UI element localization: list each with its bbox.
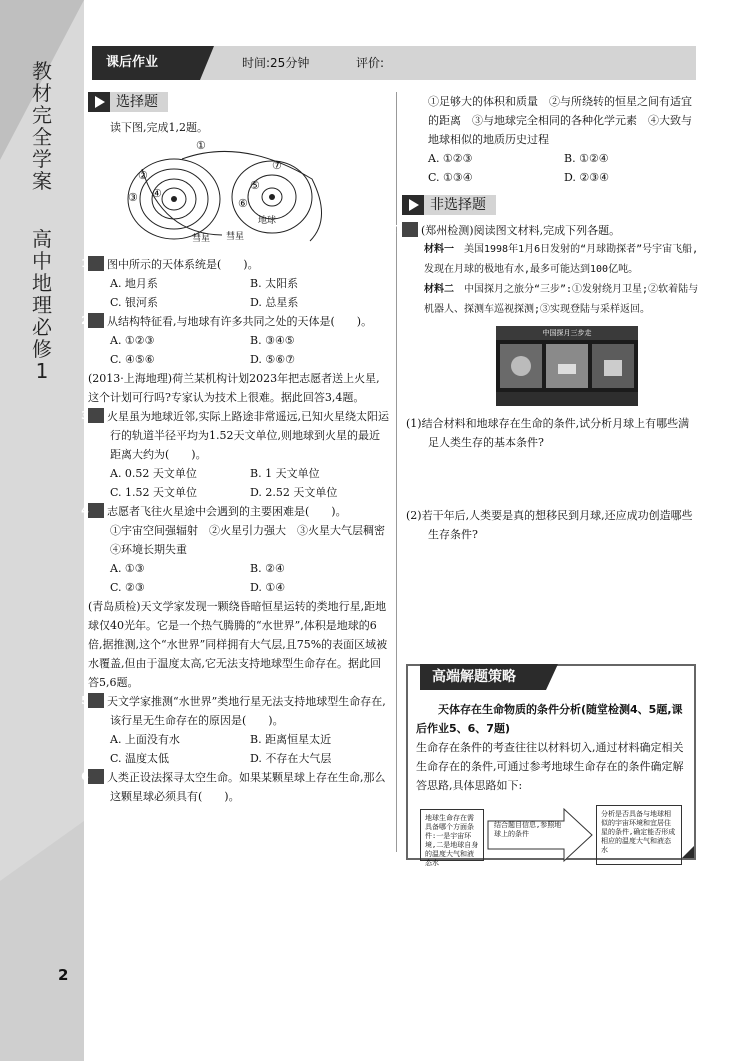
diagram-label: ⑦ — [272, 159, 282, 172]
option: C. ④⑤⑥ — [110, 353, 155, 366]
question-text: 天文学家推测“水世界”类地行星无法支持地球型生命存在,该行星无生命存在的原因是( )。 — [107, 695, 386, 727]
question-number: 2 — [88, 313, 104, 328]
section-heading-choice — [88, 92, 390, 112]
right-column — [395, 92, 700, 544]
question-5 — [81, 692, 390, 730]
option: B. ①②④ — [564, 152, 609, 165]
flow-box-1: 地球生命存在需具备哪个方面条件:一是宇宙环境,二是地球自身的温度大气和液态水 — [420, 809, 484, 861]
photo-caption: 中国探月三步走 — [542, 329, 592, 337]
intro-text: 读下图,完成1,2题。 — [110, 121, 208, 134]
question-number: 7 — [402, 222, 418, 237]
sub-question-2: (2)若干年后,人类要是真的想移民到月球,还应成功创造哪些生存条件? — [406, 509, 693, 541]
option: C. ②③ — [110, 581, 145, 594]
homework-banner — [92, 46, 696, 80]
question-text: 人类正设法探寻太空生命。如果某颗星球上存在生命,那么这颗星球必须具有( )。 — [107, 771, 386, 803]
option: B. ③④⑤ — [250, 334, 295, 347]
option: C. 温度太低 — [110, 752, 170, 765]
question-text: 图中所示的天体系统是( )。 — [107, 258, 259, 271]
option: A. 上面没有水 — [110, 733, 180, 746]
strategy-flowchart — [416, 801, 686, 867]
question-3 — [81, 407, 390, 464]
question-number: 4 — [88, 503, 104, 518]
material-1 — [402, 240, 700, 280]
question-number: 3 — [88, 408, 104, 423]
option: C. 1.52 天文单位 — [110, 486, 198, 499]
material-label: 材料一 — [424, 244, 454, 255]
section-title: 非选择题 — [424, 195, 496, 215]
sidebar — [0, 0, 84, 1061]
passage-2: (青岛质检)天文学家发现一颗绕昏暗恒星运转的类地行星,距地球仅40光年。它是一个热气腾腾的“水世界”,体积是地球的6倍,据推测,这个“水世界”同样拥有大气层,且75%的表面区域被水覆盖,但由于温度太高,它无法支持地球型生命存在。据此回答5,6题。 — [88, 600, 388, 689]
diagram-label: ⑥ — [238, 197, 248, 210]
option: D. ①④ — [250, 581, 286, 594]
option: A. ①②③ — [428, 152, 473, 165]
material-text: 中国探月之旅分“三步”:①发射绕月卫星;②软着陆与机器人、探测车巡视探测;③实现登陆与采样返回。 — [424, 284, 699, 315]
diagram-label-comet: 彗星 — [226, 232, 245, 242]
banner-tab: 课后作业 — [92, 46, 200, 80]
corner-mark — [682, 846, 694, 858]
option: D. 不存在大气层 — [250, 752, 332, 765]
question-4-items: ①宇宙空间强辐射 ②火星引力强大 ③火星大气层稠密 ④环境长期失重 — [110, 524, 396, 556]
section-title: 选择题 — [110, 92, 168, 112]
play-arrow-icon — [88, 92, 110, 112]
question-7 — [395, 221, 700, 240]
page-number: 2 — [58, 966, 69, 984]
diagram-label-earth: 地球 — [258, 216, 277, 226]
question-4 — [81, 502, 390, 521]
options-q2 — [88, 331, 390, 369]
option: D. 总星系 — [250, 296, 299, 309]
diagram-label: ④ — [152, 187, 162, 200]
option: A. ①③ — [110, 562, 145, 575]
evaluation-label: 评价: — [356, 56, 385, 70]
option: A. 0.52 天文单位 — [110, 467, 197, 480]
lunar-exploration-photo — [496, 326, 638, 406]
diagram-label: ③ — [128, 191, 138, 204]
option: D. ⑤⑥⑦ — [250, 353, 296, 366]
option: B. 距离恒星太近 — [250, 733, 332, 746]
option: B. 太阳系 — [250, 277, 299, 290]
subject-title: 高中地理 必修1 — [32, 227, 52, 383]
diagram-label: ① — [196, 139, 206, 152]
material-text: 美国1998年1月6日发射的“月球勘探者”号宇宙飞船,发现在月球的极地有水,最多可能达到100亿吨。 — [424, 244, 699, 275]
option: C. ①③④ — [428, 171, 473, 184]
left-column — [81, 92, 396, 806]
question-text: 火星虽为地球近邻,实际上路途非常遥远,已知火星绕太阳运行的轨道半径平均为1.52天文单位,则地球到火星的最近距离大约为( )。 — [107, 410, 389, 461]
section-heading-nonchoice — [402, 195, 700, 215]
strategy-heading: 天体存在生命物质的条件分析(随堂检测4、5题,课后作业5、6、7题) — [416, 703, 683, 735]
option: D. ②③④ — [564, 171, 610, 184]
passage-1: (2013·上海地理)荷兰某机构计划2023年把志愿者送上火星,这个计划可行吗?专家认为技术上很难。据此回答3,4题。 — [88, 372, 380, 404]
options-q6 — [402, 149, 700, 187]
time-limit: 时间:25分钟 — [242, 56, 310, 70]
solar-system-diagram — [122, 139, 342, 249]
question-text: 志愿者飞往火星途中会遇到的主要困难是( )。 — [107, 505, 347, 518]
question-2 — [81, 312, 390, 331]
book-title: 教材完全学案 — [32, 59, 52, 193]
question-text: 从结构特征看,与地球有许多共同之处的天体是( )。 — [107, 315, 373, 328]
star-icon — [171, 196, 177, 202]
strategy-body — [416, 700, 688, 867]
options-q3 — [88, 464, 390, 502]
material-2 — [402, 280, 700, 320]
options-q5 — [88, 730, 390, 768]
question-number: 1 — [88, 256, 104, 271]
options-q1 — [88, 274, 390, 312]
strategy-tab: 高端解题策略 — [420, 664, 546, 690]
sidebar-fold-decoration — [0, 881, 84, 1061]
planet-icon — [269, 194, 275, 200]
question-6 — [81, 768, 390, 806]
flow-box-3: 分析是否具备与地球相似的宇宙环境和宜居住星的条件,确定能否形成相应的温度大气和液态水 — [596, 805, 682, 865]
flow-box-2: 结合题目信息,参照地球上的条件 — [494, 821, 562, 838]
option: A. ①②③ — [110, 334, 155, 347]
question-number: 5 — [88, 693, 104, 708]
option: A. 地月系 — [110, 277, 158, 290]
diagram-label: ② — [138, 169, 148, 182]
answer-space — [402, 452, 700, 506]
strategy-text: 生命存在条件的考查往往以材料切入,通过材料确定相关生命存在的条件,可通过参考地球生命存在的条件确定解答思路,具体思路如下: — [416, 741, 684, 792]
option: C. 银河系 — [110, 296, 159, 309]
question-1 — [81, 255, 390, 274]
option: B. 1 天文单位 — [250, 467, 320, 480]
material-label: 材料二 — [424, 284, 454, 295]
diagram-label: ⑤ — [250, 179, 260, 192]
diagram-label-comet: 彗星 — [192, 234, 211, 244]
play-arrow-icon — [402, 195, 424, 215]
option: D. 2.52 天文单位 — [250, 486, 338, 499]
question-6-items: ①足够大的体积和质量 ②与所绕转的恒星之间有适宜的距离 ③与地球完全相同的各种化学元素 ④大致与地球相似的地质历史过程 — [428, 95, 692, 146]
question-number: 6 — [88, 769, 104, 784]
column-divider — [396, 92, 397, 852]
question-text: (郑州检测)阅读图文材料,完成下列各题。 — [421, 224, 621, 237]
option: B. ②④ — [250, 562, 285, 575]
sub-question-1: (1)结合材料和地球存在生命的条件,试分析月球上有哪些满足人类生存的基本条件? — [406, 417, 690, 449]
options-q4 — [88, 559, 390, 597]
